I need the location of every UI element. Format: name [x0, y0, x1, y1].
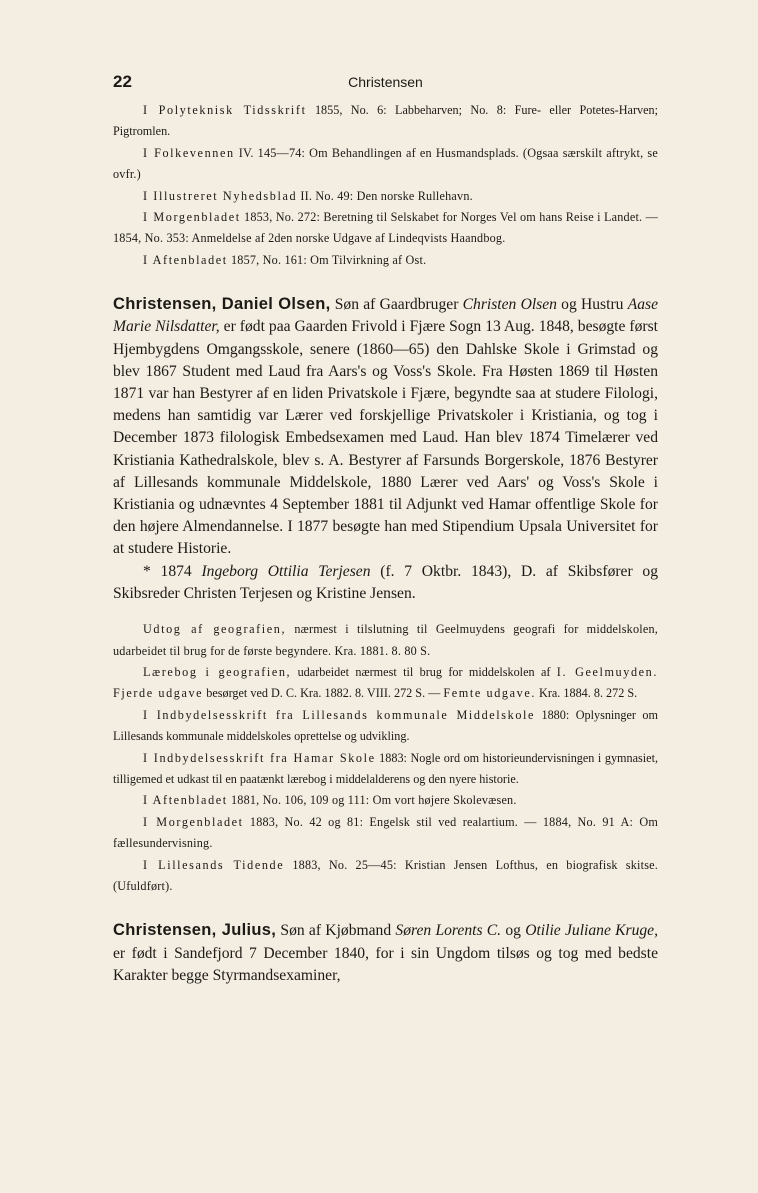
- entry-heading: Christensen, Daniel Olsen,: [113, 295, 331, 314]
- reference-item: I Morgenbladet 1853, No. 272: Beretning til Selskabet for Norges Vel om hans Reise i Landet. — 1854, No. 353: Anmeldelse af 2den norske Udgave af Lindeqvists Haandbog.: [113, 210, 658, 246]
- running-head: Christensen: [348, 74, 423, 90]
- biography-entry: Christensen, Julius, Søn af Kjøbmand Søren Lorents C. og Otilie Juliane Kruge, er født i Sandefjord 7 December 1840, for i sin Ungdom tilsøs og tog med bedste Karakter begge Styrmandsexaminer,: [113, 921, 659, 984]
- reference-item: I Indbydelsesskrift fra Lillesands kommunale Middelskole 1880: Oplysninger om Lillesands kommunale middelskoles oprettelse og udvikling.: [113, 707, 658, 744]
- reference-item: I Aftenbladet 1881, No. 106, 109 og 111: Om vort højere Skolevæsen.: [143, 793, 517, 808]
- reference-item: Lærebog i geografien, udarbeidet nærmest til brug for middelskolen af I. Geelmuyden. Fjerde udgave besørget ved D. C. Kra. 1882. 8. VIII. 272 S. — Femte udgave. Kra. 1884. 8. 272 S.: [113, 664, 658, 701]
- biography-entry: Christensen, Daniel Olsen, Søn af Gaardbruger Christen Olsen og Hustru Aase Marie Nilsdatter, er født paa Gaarden Frivold i Fjære Sogn 13 Aug. 1848, besøgte først Hjembygdens Omgangsskole, senere (1860—65) den Dahlske Skole i Grimstad og blev 1867 Student med Laud fra Aars's og Voss's Skole. Fra Høsten 1869 til Høsten 1871 var han Bestyrer af en liden Privatskole i Fjære, begyndte saa at studere Filologi, medens han samtidig var Lærer ved forskjellige Privatskoler i Kristiania, og tog i December 1873 filologisk Embedsexamen med Laud. Han blev 1874 Timelærer ved Kristiania Kathedralskole, blev s. A. Bestyrer af Farsunds Borgerskole, 1876 Bestyrer af Lillesands kommunale Middelskole, 1880 Lærer ved Aars' og Voss's Skole i Kristiania og udnævntes 4 September 1881 til Adjunkt ved Hamar offentlige Skole for den højere Almendannelse. I 1877 besøgte han med Stipendium Upsala Universitet for at studere Historie.: [113, 295, 658, 558]
- entry-heading: Christensen, Julius,: [113, 921, 277, 940]
- marriage-line: * 1874 Ingeborg Ottilia Terjesen (f. 7 Oktbr. 1843), D. af Skibsfører og Skibsreder Christen Terjesen og Kristine Jensen.: [113, 562, 658, 602]
- page-header: [113, 72, 658, 96]
- page-number: 22: [113, 72, 132, 91]
- page-body: [113, 100, 658, 987]
- reference-item: Udtog af geografien, nærmest i tilslutning til Geelmuydens geografi for middelskolen, udarbeidet til brug for de første begyndere. Kra. 1881. 8. 80 S.: [113, 622, 658, 658]
- reference-item: I Folkevennen IV. 145—74: Om Behandlingen af en Husmandsplads. (Ogsaa særskilt aftrykt, se ovfr.): [113, 145, 658, 182]
- reference-item: I Indbydelsesskrift fra Hamar Skole 1883: Nogle ord om historieundervisningen i gymnasiet, tilligemed et udkast til en paatænkt lærebog i middelalderens og den nyere historie.: [113, 750, 659, 786]
- reference-item: I Illustreret Nyhedsblad II. No. 49: Den norske Rullehavn.: [143, 188, 473, 203]
- reference-item: I Polyteknisk Tidsskrift 1855, No. 6: Labbeharven; No. 8: Fure- eller Potetes-Harven; Pigtromlen.: [113, 103, 658, 139]
- reference-item: I Aftenbladet 1857, No. 161: Om Tilvirkning af Ost.: [143, 252, 427, 267]
- reference-item: I Lillesands Tidende 1883, No. 25—45: Kristian Jensen Lofthus, en biografisk skitse. (Ufuldført).: [113, 857, 659, 893]
- reference-item: I Morgenbladet 1883, No. 42 og 81: Engelsk stil ved realartium. — 1884, No. 91 A: Om fællesundervisning.: [113, 814, 659, 851]
